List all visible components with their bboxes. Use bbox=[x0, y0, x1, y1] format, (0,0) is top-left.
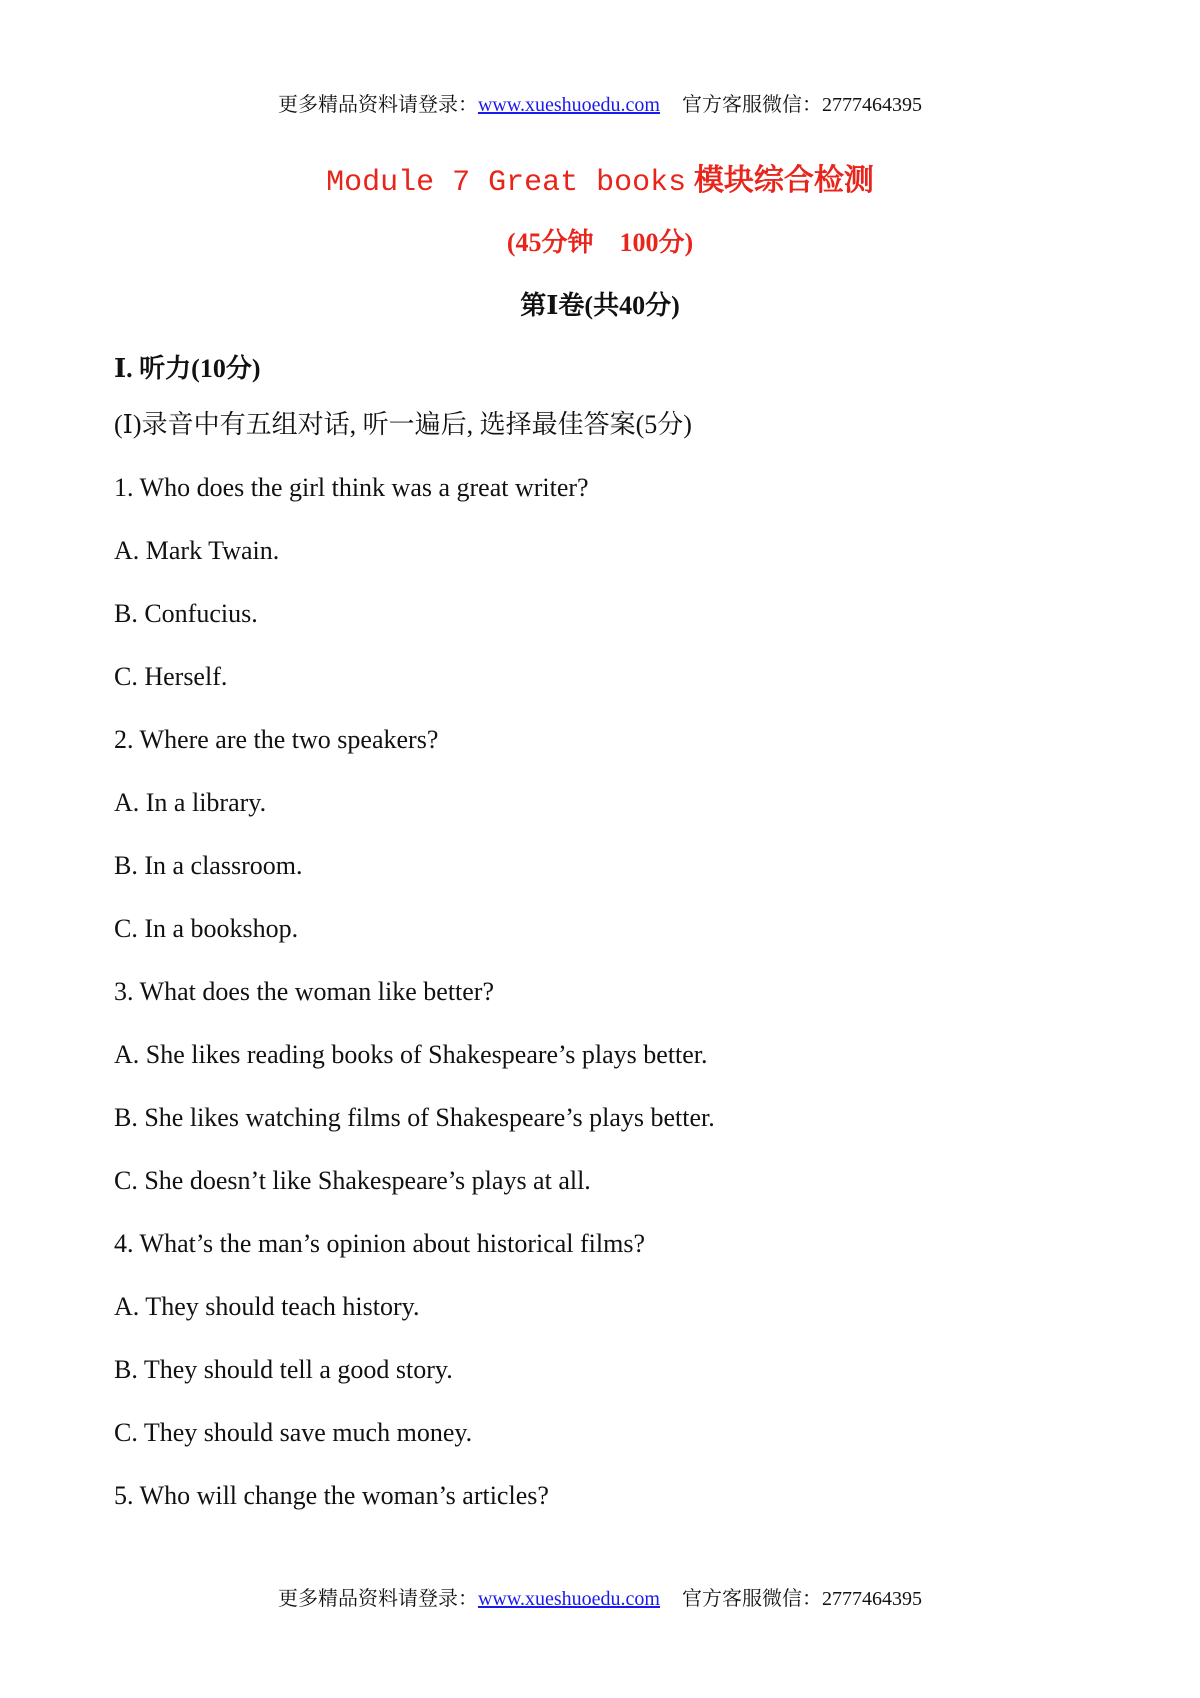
option-line: A. Mark Twain. bbox=[114, 536, 280, 565]
footer-contact: 官方客服微信：2777464395 bbox=[682, 1588, 922, 1610]
exam-duration-score: (45分钟 100分) bbox=[506, 228, 694, 257]
question-line: 2. Where are the two speakers? bbox=[114, 725, 439, 754]
option-line: B. They should tell a good story. bbox=[114, 1355, 453, 1384]
option-line: B. In a classroom. bbox=[114, 851, 303, 880]
title-module: Module 7 Great books bbox=[326, 166, 687, 200]
option-line: C. In a bookshop. bbox=[114, 914, 299, 943]
document-title bbox=[0, 155, 1200, 200]
option-line: A. In a library. bbox=[114, 788, 267, 817]
option-line: A. She likes reading books of Shakespeare’s plays better. bbox=[114, 1040, 708, 1069]
option-line: C. She doesn’t like Shakespeare’s plays at all. bbox=[114, 1166, 591, 1195]
volume-heading: 第Ⅰ卷(共40分) bbox=[520, 291, 680, 320]
footer-prefix: 更多精品资料请登录： bbox=[277, 1588, 478, 1610]
option-line: C. Herself. bbox=[114, 662, 228, 691]
header-contact: 官方客服微信：2777464395 bbox=[682, 94, 922, 116]
question-line: 4. What’s the man’s opinion about historical films? bbox=[114, 1229, 645, 1258]
option-line: B. She likes watching films of Shakespeare’s plays better. bbox=[114, 1103, 715, 1132]
section-heading: Ⅰ. 听力(10分) bbox=[114, 354, 261, 383]
option-line: A. They should teach history. bbox=[114, 1292, 420, 1321]
page-footer bbox=[0, 1582, 1200, 1611]
question-line: 3. What does the woman like better? bbox=[114, 977, 495, 1006]
title-cn: 模块综合检测 bbox=[693, 163, 874, 198]
option-line: C. They should save much money. bbox=[114, 1418, 473, 1447]
page-header bbox=[0, 88, 1200, 117]
header-website-link[interactable]: www.xueshuoedu.com bbox=[477, 94, 660, 116]
instruction-line: (Ⅰ)录音中有五组对话, 听一遍后, 选择最佳答案(5分) bbox=[114, 410, 692, 439]
question-line: 1. Who does the girl think was a great writer? bbox=[114, 473, 589, 502]
question-list bbox=[114, 410, 1114, 1544]
question-line: 5. Who will change the woman’s articles? bbox=[114, 1481, 549, 1510]
header-prefix: 更多精品资料请登录： bbox=[277, 94, 478, 116]
option-line: B. Confucius. bbox=[114, 599, 258, 628]
footer-website-link[interactable]: www.xueshuoedu.com bbox=[477, 1588, 660, 1610]
